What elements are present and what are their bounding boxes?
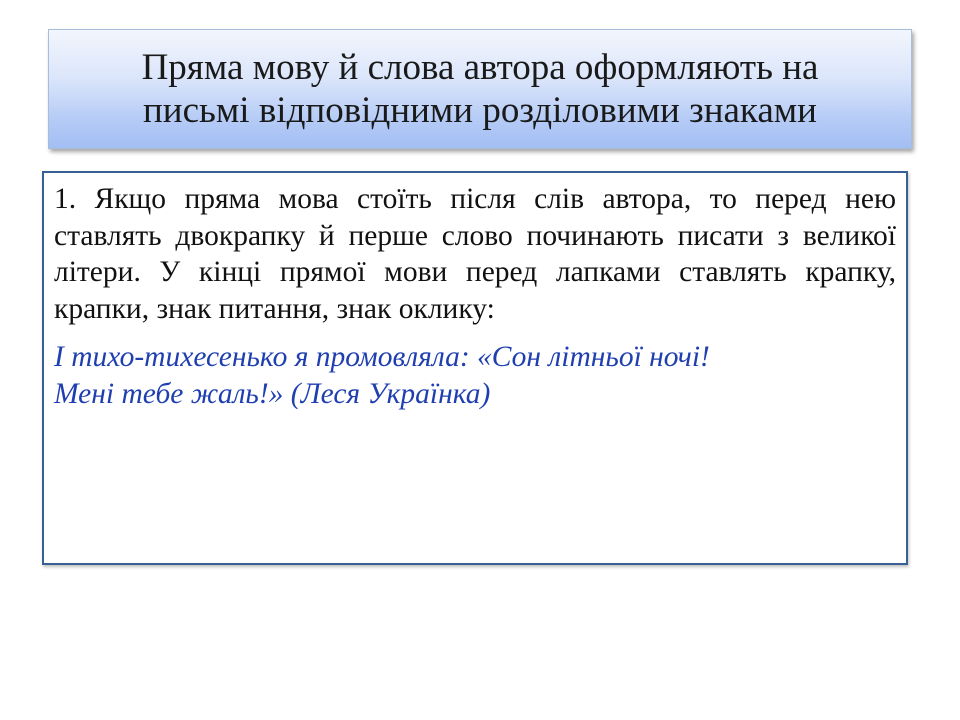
example-quote: І тихо-тихесенько я промовляла: «Сон літньої ночі! Мені тебе жаль!» (Леся Українка) [54, 341, 710, 410]
title-box [48, 29, 912, 149]
content-box [42, 171, 908, 565]
rule-text: 1. Якщо пряма мова стоїть після слів автора, то перед нею ставлять двокрапку й перше слово починають писати з великої літери. У кінці прямої мови перед лапками ставлять крапку, крапки, знак питання, знак оклику: [54, 183, 896, 325]
slide-title: Пряма мову й слова автора оформляють на письмі відповідними розділовими знаками [141, 47, 819, 131]
